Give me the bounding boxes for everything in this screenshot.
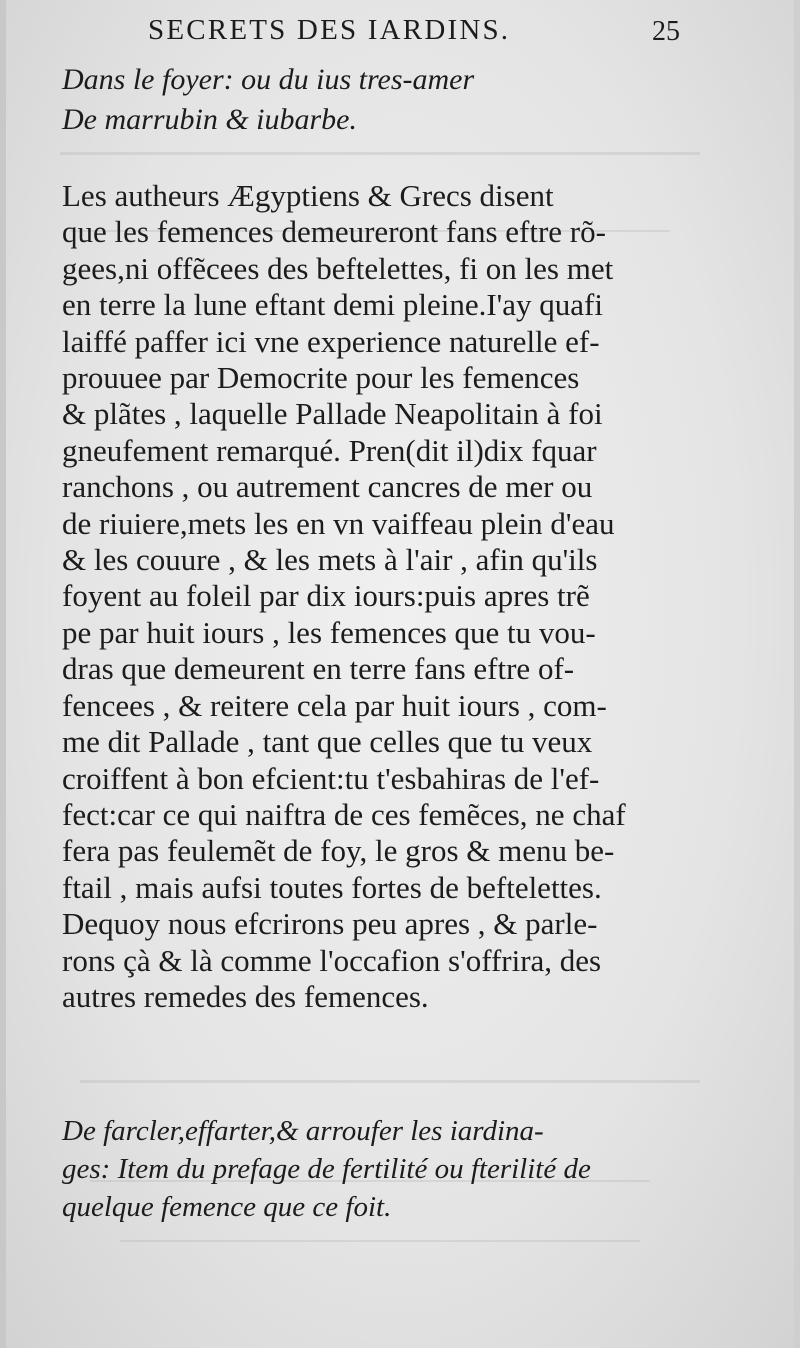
text-line: Les autheurs Ægyptiens & Grecs disent [62,178,554,213]
text-line: autres remedes des femences. [62,978,429,1014]
text-line: fencees , & reitere cela par huit iours , com- [62,687,607,723]
running-title: SECRETS DES IARDINS. [148,14,511,46]
text-line: gees,ni offẽcees des beftelettes, fi on les met [62,250,614,286]
verse-line: De marrubin & iubarbe. [62,103,357,136]
text-line: gneufement remarqué. Pren(dit il)dix fquar [62,432,597,468]
text-line: fect:car ce qui naiftra de ces femẽces, ne chaf [62,796,626,832]
text-line: ranchons , ou autrement cancres de mer ou [62,469,593,505]
heading-line: quelque femence que ce foit. [62,1191,392,1223]
text-line: croiffent à bon efcient:tu t'esbahiras de l'ef- [62,760,600,796]
heading-line: De farcler,effarter,& arroufer les iardina- [62,1115,544,1147]
text-line: que les femences demeureront fans eftre rõ- [62,214,606,250]
page-number: 25 [652,16,680,47]
text-line: rons çà & là comme l'occafion s'offrira, des [62,942,602,978]
verse-passage [62,60,742,140]
text-line: laiffé paffer ici vne experience naturelle ef- [62,323,600,359]
text-line: de riuiere,mets les en vn vaiffeau plein d'eau [62,505,615,541]
text-line: ftail , mais aufsi toutes fortes de beftelettes. [62,869,602,905]
text-line: fera pas feulemẽt de foy, le gros & menu be- [62,833,615,869]
body-paragraph [62,178,702,1015]
text-line: foyent au foleil par dix iours:puis apres trẽ [62,578,590,614]
text-line: prouuee par Democrite pour les femences [62,360,580,396]
text-line: en terre la lune eftant demi pleine.I'ay quafi [62,287,603,323]
verse-line: Dans le foyer: ou du ius tres-amer [62,63,475,96]
text-line: pe par huit iours , les femences que tu vou- [62,614,596,650]
text-line: & plãtes , laquelle Pallade Neapolitain à foi [62,396,603,432]
text-line: dras que demeurent en terre fans eftre of- [62,651,575,687]
text-line: me dit Pallade , tant que celles que tu veux [62,724,593,760]
running-header [0,14,800,54]
section-heading [62,1112,742,1226]
text-line: & les couure , & les mets à l'air , afin qu'ils [62,542,598,578]
heading-line: ges: Item du prefage de fertilité ou fterilité de [62,1153,591,1185]
text-line: Dequoy nous efcrirons peu apres , & parle- [62,906,598,942]
